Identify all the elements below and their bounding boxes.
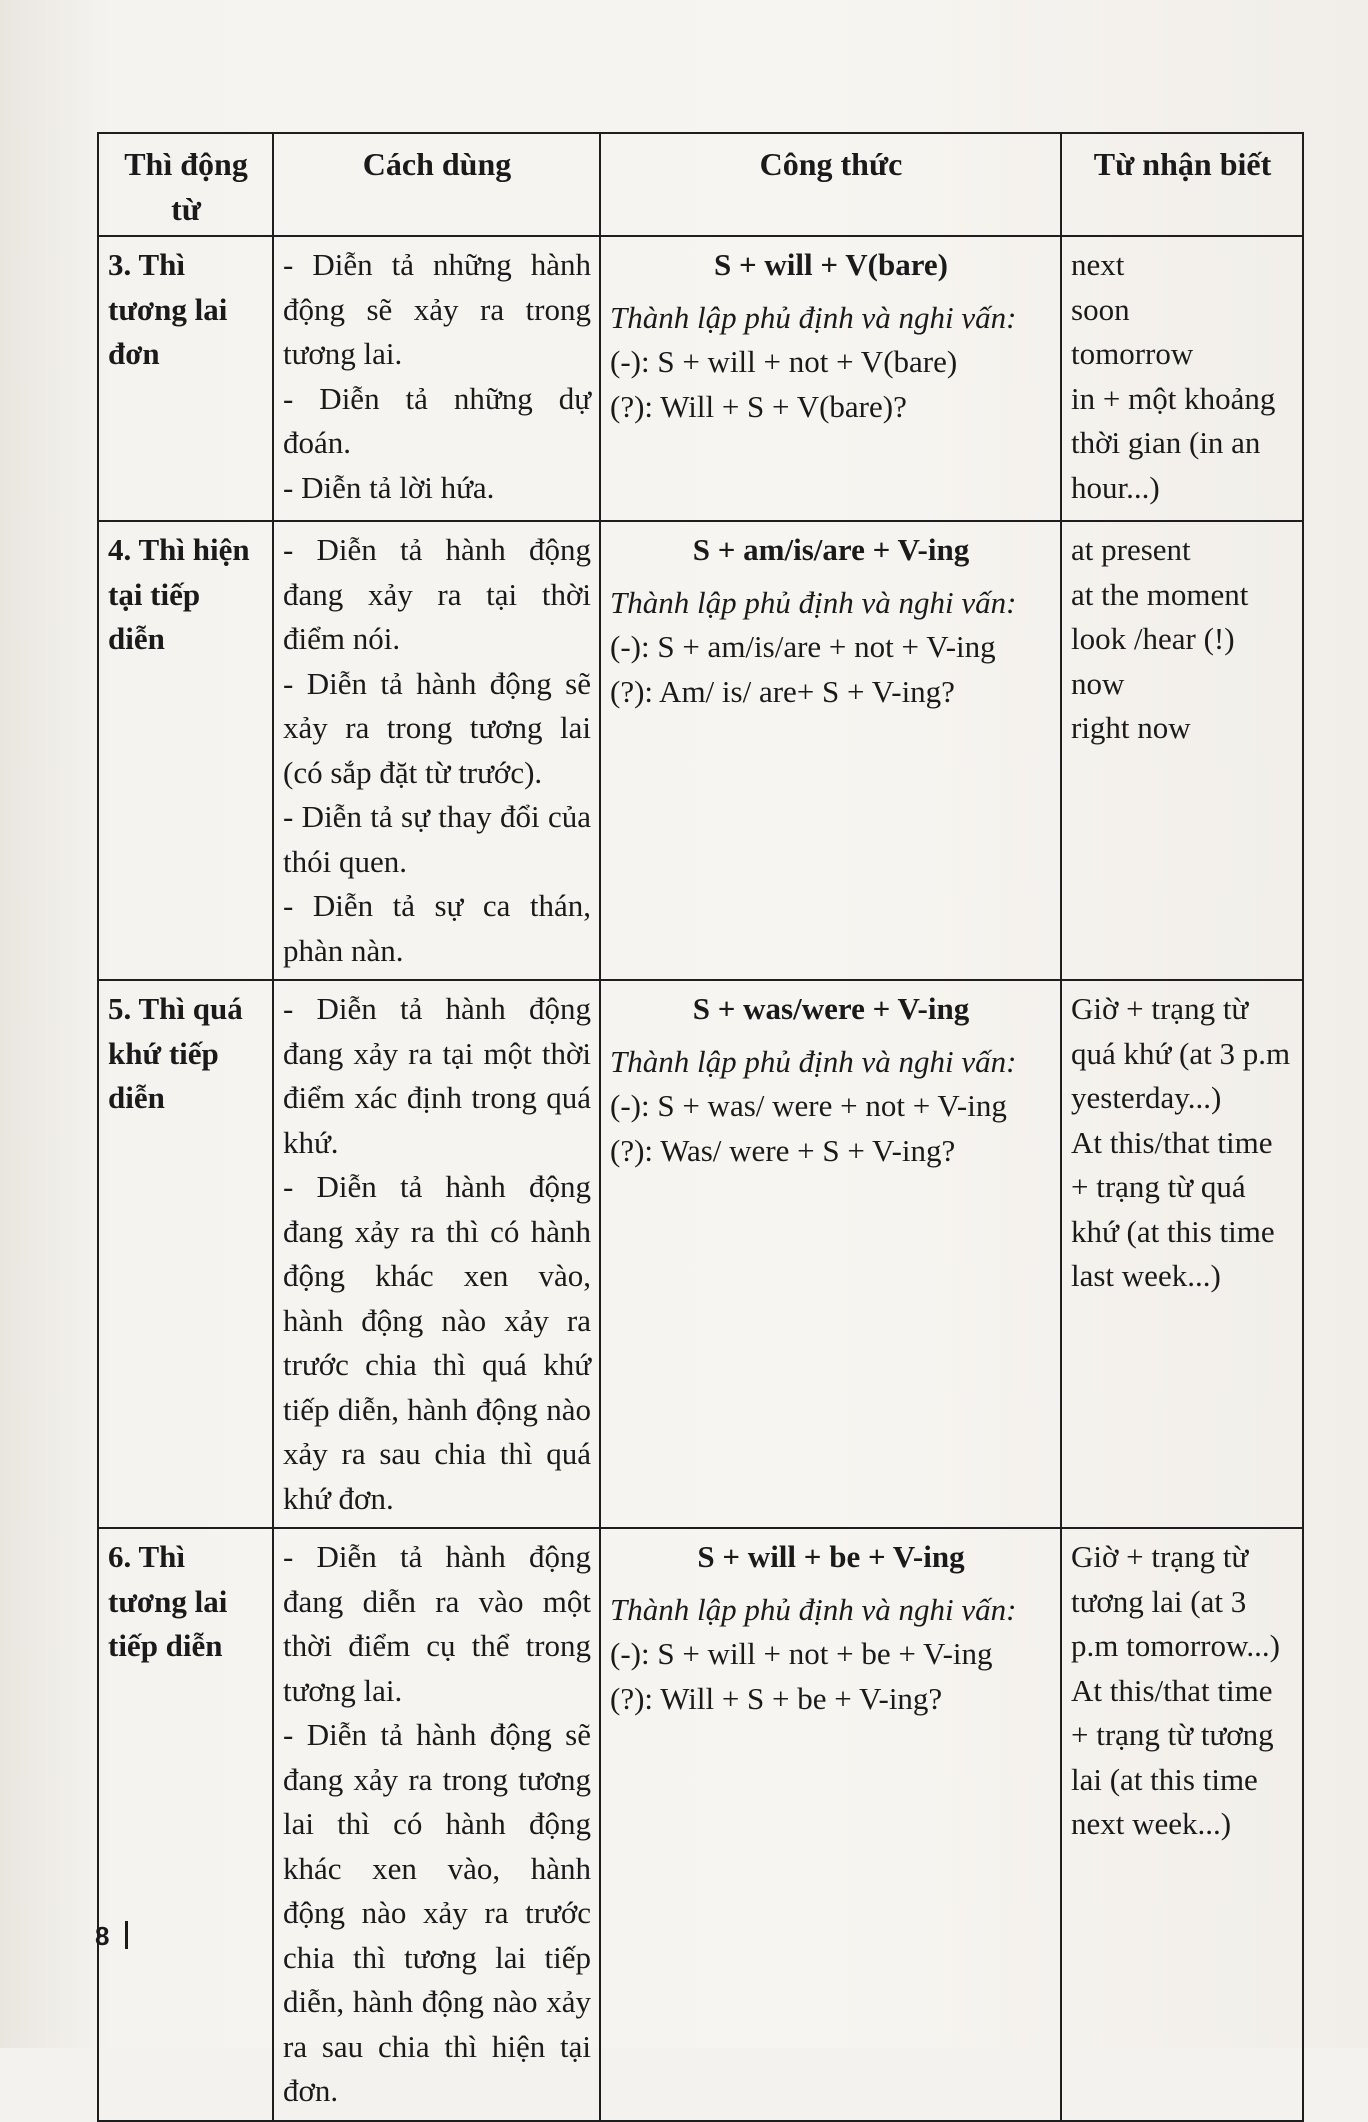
tense-name: 4. Thì hiện tại tiếp diễn xyxy=(98,521,273,980)
formula-question: (?): Will + S + V(bare)? xyxy=(610,388,907,424)
signal-word: at present xyxy=(1071,532,1191,567)
usage-cell xyxy=(273,980,600,1528)
signal-cell xyxy=(1061,236,1303,521)
formula-question: (?): Was/ were + S + V-ing? xyxy=(610,1132,956,1168)
formula-note: Thành lập phủ định và nghi vấn: xyxy=(610,584,1017,620)
usage-line: - Diễn tả hành động sẽ xảy ra trong tương lai (có sắp đặt từ trước). xyxy=(283,665,591,790)
usage-cell xyxy=(273,236,600,521)
formula-note: Thành lập phủ định và nghi vấn: xyxy=(610,1043,1017,1079)
formula-note: Thành lập phủ định và nghi vấn: xyxy=(610,1591,1017,1627)
page-footer xyxy=(95,1921,128,1952)
usage-line: - Diễn tả hành động đang xảy ra thì có hành động khác xen vào, hành động nào xảy ra trước chia thì quá khứ tiếp diễn, hành động nào xảy ra sau chia thì quá khứ đơn. xyxy=(283,1169,591,1516)
signal-word: right now xyxy=(1071,710,1191,745)
signal-word: At this/that time + trạng từ tương lai (at this time next week...) xyxy=(1071,1672,1274,1841)
tense-table xyxy=(97,132,1304,2122)
formula-cell xyxy=(600,521,1061,980)
formula-question: (?): Will + S + be + V-ing? xyxy=(610,1680,943,1716)
usage-line: - Diễn tả hành động đang diễn ra vào một thời điểm cụ thể trong tương lai. xyxy=(283,1539,591,1708)
signal-word: Giờ + trạng từ tương lai (at 3 p.m tomorrow...) xyxy=(1071,1539,1280,1663)
usage-line: - Diễn tả sự thay đổi của thói quen. xyxy=(283,799,591,879)
formula-cell xyxy=(600,236,1061,521)
formula-question: (?): Am/ is/ are+ S + V-ing? xyxy=(610,673,955,709)
signal-word: next xyxy=(1071,247,1125,282)
table-row xyxy=(98,521,1303,980)
usage-line: - Diễn tả hành động đang xảy ra tại thời điểm nói. xyxy=(283,532,591,656)
formula-cell xyxy=(600,980,1061,1528)
formula-affirmative: S + will + V(bare) xyxy=(714,247,948,282)
signal-word: At this/that time + trạng từ quá khứ (at this time last week...) xyxy=(1071,1124,1275,1293)
usage-line: - Diễn tả hành động sẽ đang xảy ra trong tương lai thì có hành động khác xen vào, hành động nào xảy ra trước chia thì tương lai tiếp diễn, hành động nào xảy ra sau chia thì hiện tại đơn. xyxy=(283,1717,591,2108)
formula-affirmative: S + was/were + V-ing xyxy=(692,991,970,1026)
usage-cell xyxy=(273,1528,600,2121)
formula-negative: (-): S + will + not + V(bare) xyxy=(610,344,958,379)
signal-word: soon xyxy=(1071,291,1130,327)
formula-negative: (-): S + was/ were + not + V-ing xyxy=(610,1088,1007,1123)
page-number: 8 xyxy=(95,1921,110,1951)
tense-name: 6. Thì tương lai tiếp diễn xyxy=(98,1528,273,2121)
usage-line: - Diễn tả hành động đang xảy ra tại một thời điểm xác định trong quá khứ. xyxy=(283,991,591,1160)
formula-negative: (-): S + am/is/are + not + V-ing xyxy=(610,629,996,664)
usage-cell xyxy=(273,521,600,980)
signal-cell xyxy=(1061,1528,1303,2121)
signal-word: in + một khoảng thời gian (in an hour...) xyxy=(1071,380,1276,505)
header-usage: Cách dùng xyxy=(273,133,600,236)
signal-word: look /hear (!) xyxy=(1071,621,1235,656)
signal-cell xyxy=(1061,521,1303,980)
table-row xyxy=(98,236,1303,521)
formula-affirmative: S + will + be + V-ing xyxy=(697,1539,965,1574)
signal-word: Giờ + trạng từ quá khứ (at 3 p.m yesterday...) xyxy=(1071,991,1291,1115)
header-tense: Thì động từ xyxy=(98,133,273,236)
signal-word: tomorrow xyxy=(1071,336,1194,371)
header-formula: Công thức xyxy=(600,133,1061,236)
table-row xyxy=(98,1528,1303,2121)
signal-word: at the moment xyxy=(1071,576,1249,612)
usage-line: - Diễn tả lời hứa. xyxy=(283,469,495,505)
formula-cell xyxy=(600,1528,1061,2121)
table-row xyxy=(98,980,1303,1528)
signal-cell xyxy=(1061,980,1303,1528)
usage-line: - Diễn tả sự ca thán, phàn nàn. xyxy=(283,888,591,968)
signal-word: now xyxy=(1071,665,1125,701)
header-signals: Từ nhận biết xyxy=(1061,133,1303,236)
usage-line: - Diễn tả những hành động sẽ xảy ra trong tương lai. xyxy=(283,247,591,371)
table-header-row xyxy=(98,133,1303,236)
formula-affirmative: S + am/is/are + V-ing xyxy=(692,532,970,567)
usage-line: - Diễn tả những dự đoán. xyxy=(283,380,591,460)
footer-separator xyxy=(125,1921,128,1949)
formula-note: Thành lập phủ định và nghi vấn: xyxy=(610,299,1017,335)
tense-name: 3. Thì tương lai đơn xyxy=(98,236,273,521)
tense-name: 5. Thì quá khứ tiếp diễn xyxy=(98,980,273,1528)
formula-negative: (-): S + will + not + be + V-ing xyxy=(610,1636,993,1671)
